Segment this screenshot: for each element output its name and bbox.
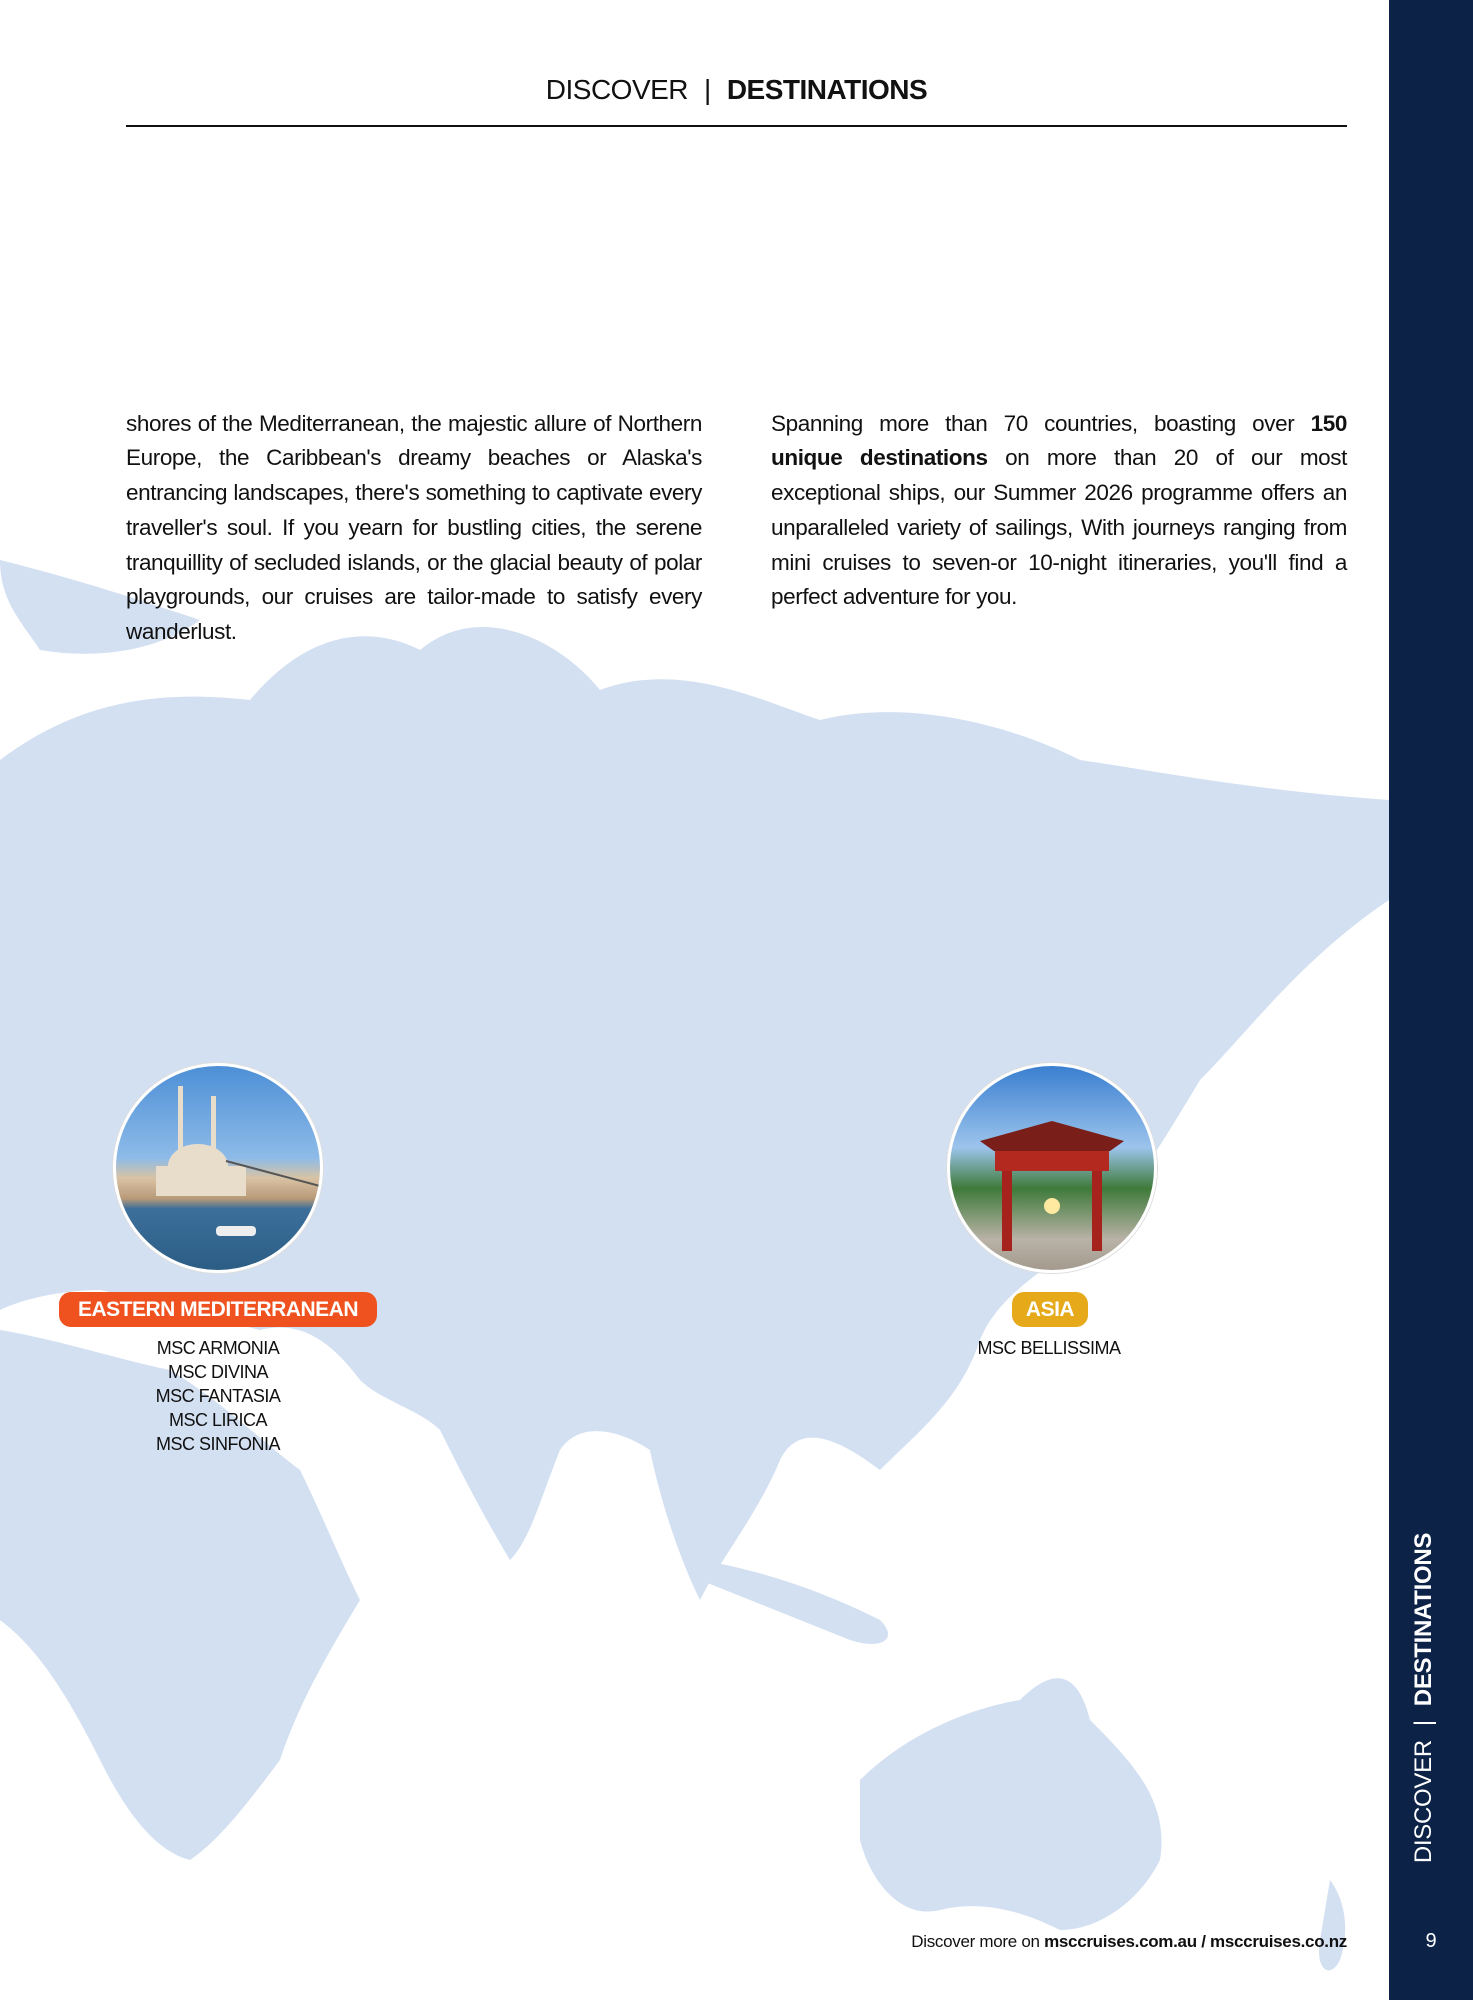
sidebar-section: DISCOVER (1410, 1740, 1437, 1864)
ship-name: MSC BELLISSIMA (977, 1338, 1121, 1358)
destination-badge-asia (1012, 1292, 1088, 1327)
intro-column-2 (771, 407, 1347, 616)
destination-badge-eastern-mediterranean (59, 1292, 377, 1327)
page-number: 9 (1425, 1930, 1437, 1952)
header-section: DISCOVER (545, 74, 689, 105)
footer-links[interactable]: msccruises.com.au / msccruises.co.nz (1044, 1932, 1347, 1951)
eastern-mediterranean-photo (113, 1063, 323, 1273)
header-separator: | (704, 74, 711, 105)
ship-list-asia (949, 1336, 1149, 1360)
intro-column-1: shores of the Mediterranean, the majestic allure of Northern Europe, the Caribbean's dreamy beaches or Alaska's entrancing landscapes, there's something to captivate every traveller's soul. If you yearn for bustling cities, the serene tranquillity of secluded islands, or the glacial beauty of polar playgrounds, our cruises are tailor-made to satisfy every wanderlust. (126, 410, 702, 645)
intro-text: on more than 20 of our most exceptional ships, our Summer 2026 programme offers an unparalleled variety of sailings, With journeys ranging from mini cruises to seven-or 10-night itineraries, you'll find a perfect adventure for you. (771, 445, 1347, 610)
asia-photo (947, 1063, 1157, 1273)
header-rule (126, 125, 1347, 127)
sidebar-section-label (1410, 1533, 1438, 1863)
ship-name: MSC DIVINA (167, 1362, 268, 1382)
badge-label: ASIA (1025, 1298, 1075, 1321)
header-title: DESTINATIONS (726, 74, 928, 105)
ship-name: MSC FANTASIA (155, 1386, 281, 1406)
footer-website (911, 1932, 1347, 1952)
intro-text: Spanning more than 70 countries, boasting over (771, 410, 1311, 436)
badge-label: EASTERN MEDITERRANEAN (77, 1298, 358, 1321)
sidebar-separator: | (1410, 1720, 1437, 1727)
sidebar-title: DESTINATIONS (1410, 1532, 1437, 1707)
ship-list-eastern-mediterranean (118, 1336, 318, 1456)
page-header (126, 74, 1347, 106)
ship-name: MSC ARMONIA (156, 1338, 280, 1358)
intro-highlight: 150 unique destinations (771, 410, 1347, 471)
ship-name: MSC SINFONIA (155, 1434, 280, 1454)
footer-prefix: Discover more on (911, 1932, 1045, 1951)
ship-name: MSC LIRICA (168, 1410, 268, 1430)
